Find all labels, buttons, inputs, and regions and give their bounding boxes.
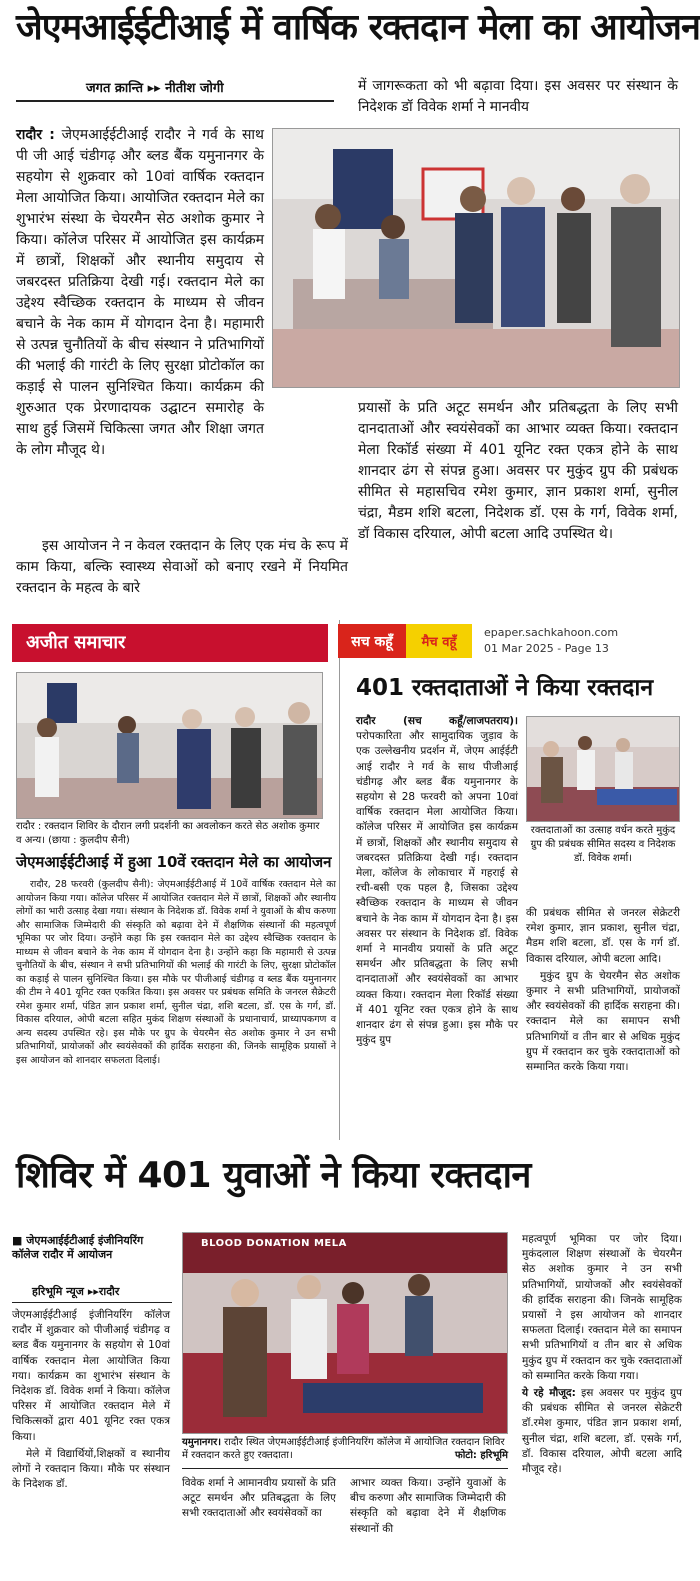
clip3-col2-p1: की प्रबंधक सीमित से जनरल सेक्रेटरी रमेश कुमार, ज्ञान प्रकाश, सुनील चंद्रा, मैडम शशि बटला, डॉ. एस के गर्ग डॉ. विकास दरियाल, ओपी बटला आदि। xyxy=(526,907,680,965)
clip1-byline-rule xyxy=(16,100,334,102)
clip4-photo-banner: BLOOD DONATION MELA xyxy=(201,1238,347,1249)
clip4-subhead-text: जेएमआईईटीआई इंजीनियरिंग कॉलेज रादौर में आयोजन xyxy=(12,1234,144,1261)
clip1-dateline: रादौर : xyxy=(16,127,55,143)
clip4-col1-p1: जेएमआईईटीआई इंजीनियरिंग कॉलेज रादौर में शुक्रवार को पीजीआई चंडीगढ़ व ब्लड बैंक यमुनानगर के सहयोग से 10वां वार्षिक रक्तदान मेला आयोजित किया गया। कार्यक्रम का शुभारंभ संस्थान के निदेशक डॉ. विवेक शर्मा ने किया। कॉलेज परिसर में आयोजित रक्तदान मेले में चिकित्सकों द्वारा 401 यूनिट रक्त एकत्र किया। xyxy=(12,1309,170,1443)
clip3-photo xyxy=(526,716,680,822)
clip4-col1 xyxy=(12,1308,170,1494)
clip4-photo-credit: फोटो: हरिभूमि xyxy=(454,1450,508,1461)
clip3-col2-p2: मुकुंद ग्रुप के चेयरमैन सेठ अशोक कुमार ने सभी प्रतिभागियों, प्रायोजकों और स्वयंसेवकों की हार्दिक सराहना की। रक्तदान मेले का समापन सभी प्रतिभागियों व तीन बार से अधिक मुकुंद ग्रुप में रक्तदान कर चुके रक्तदाताओं को सम्मानित करके किया गया। xyxy=(526,969,680,1074)
clip4-below-col2: आभार व्यक्त किया। उन्होंने युवाओं के बीच करुणा और सामाजिक जिम्मेदारी की संस्कृति को बढ़ावा देने में शैक्षणिक संस्थानों की xyxy=(350,1477,506,1535)
clip4-byline-rule xyxy=(12,1302,172,1303)
clip1-right-top: में जागरूकता को भी बढ़ावा दिया। इस अवसर पर संस्थान के निदेशक डॉ विवेक शर्मा ने मानवीय xyxy=(358,78,678,115)
clip4-col3 xyxy=(522,1232,682,1479)
clip4-byline-arrow-icon: ▸▸ xyxy=(87,1285,99,1298)
clip1-byline xyxy=(86,78,224,96)
clip2-photo xyxy=(16,672,323,819)
bullet-icon: ■ xyxy=(12,1234,27,1247)
sach-logo-right: मैच वहूँ xyxy=(406,624,472,658)
clip3-headline: 401 रक्तदाताओं ने किया रक्तदान xyxy=(356,675,654,701)
sach-logo-left: सच कहूँ xyxy=(338,624,406,658)
clip4-below-col1: विवेक शर्मा ने आमानवीय प्रयासों के प्रति अटूट समर्थन और प्रतिबद्धता के लिए सभी रक्तदाताओं और स्वयंसेवकों का xyxy=(182,1477,336,1520)
clip1-left-col-2: इस आयोजन ने न केवल रक्तदान के लिए एक मंच के रूप में काम किया, बल्कि स्वास्थ्य सेवाओं को बनाए रखने में नियमित रक्तदान के महत्व के बारे xyxy=(16,538,348,596)
clip1-photo xyxy=(272,128,680,388)
clip2-caption: रादौर : रक्तदान शिविर के दौरान लगी प्रदर्शनी का अवलोकन करते सेठ अशोक कुमार व अन्य। (छाया : कुलदीप सैनी) xyxy=(16,821,320,846)
byline-paper: जगत क्रान्ति xyxy=(86,81,144,96)
clip4-caption-rule xyxy=(182,1468,508,1469)
clip2-body: रादौर, 28 फरवरी (कुलदीप सैनी): जेएमआईईटीआई में 10वें वार्षिक रक्तदान मेले का आयोजन किया गया। कॉलेज परिसर में आयोजित रक्तदान मेले में छात्रों, शिक्षकों और स्थानीय लोगों का भारी उत्साह देखा गया। संस्थान के निदेशक डॉ. विवेक शर्मा ने युवाओं के बीच करुणा और सामाजिक जिम्मेदारी की संस्कृति को बढ़ावा देने में शैक्षणिक संस्थानों की महत्वपूर्ण भूमिका पर जोर दिया। उन्होंने कहा कि इस रक्तदान मेले का उद्देश्य स्वैच्छिक रक्तदान के माध्यम से जीवन बचाने के नेक काम में योगदान देना है। उन्होंने कहा कि महामारी से उत्पन्न चुनौतियों के बीच, संस्थान ने सभी प्रतिभागियों की भलाई की गारंटी के लिए, सुरक्षा प्रोटोकॉल का कड़ाई से पालन सुनिश्चित किया। इस मौके पर पीजीआई चंडीगढ़ व ब्लड बैंक यमुनानगर की टीम ने 401 यूनिट रक्त एकत्रित किया। इस अवसर पर प्रबंधक समिति के जनरल सैक्रेटरी रमेश कुमार शर्मा, पंडित ज्ञान प्रकाश शर्मा, सुनील चंद्रा, शशि बटला, डॉ. एस के गर्ग, डॉ. विकास दरियाल, ओपी बटला सहित मुकंद शिक्षण संस्थाओं के प्रधानाचार्य, प्राध्यापकगण व अन्य सदस्य उपस्थित रहे। इस मौके पर ग्रुप के चेयरमैन सेठ अशोक कुमार ने उन सभी प्रतिभागियों, प्रायोजकों और स्वयंसेवकों की हार्दिक सराहना की, जिनके सामूहिक प्रयासों ने इस आयोजन को शानदार सफलता दिलाई। xyxy=(16,879,336,1066)
clip3-caption: रक्तदाताओं का उत्साह वर्धन करते मुकुंद ग्रुप की प्रबंधक सीमित सदस्य व निदेशक डॉ. विवेक शर्मा। xyxy=(530,825,676,864)
clip4-caption-place: यमुनानगर। xyxy=(182,1437,221,1448)
clip4-byline-place: रादौर xyxy=(98,1285,120,1298)
clip3-dateline: रादौर (सच कहूँ/लाजपतराय)। xyxy=(356,715,518,727)
clip1-right-bottom: प्रयासों के प्रति अटूट समर्थन और प्रतिबद्धता के लिए सभी दानदाताओं और स्वयंसेवकों का आभार व्यक्त किया। रक्तदान मेला रिकॉर्ड संख्या में 401 यूनिट रक्त एकत्र होने के साथ शानदार ढंग से संपन्न हुआ। अवसर पर मुकुंद ग्रुप की प्रबंधक सीमित से महासचिव रमेश कुमार, ज्ञान प्रकाश शर्मा, सुनील चंद्रा, मैडम शशि बटला, निदेशक डॉ. एस के गर्ग, विवेक शर्मा, डॉ विकास दरियाल, ओपी बटला आदि उपस्थित थे। xyxy=(358,400,678,542)
ajit-masthead-label: अजीत समाचार xyxy=(26,632,126,653)
clip4-col3-p2: इस अवसर पर मुकुंद ग्रुप की प्रबंधक सीमित से जनरल सेक्रेटरी डॉ.रमेश कुमार, पंडित ज्ञान प्रकाश शर्मा, सुनील चंद्रा, शशि बटला, डॉ. एसके गर्ग, डॉ. विकास दरियाल, ओपी बटला आदि मौजूद रहे। xyxy=(522,1387,682,1476)
sach-kahoon-logo xyxy=(338,624,472,658)
clip2-headline: जेएमआईईटीआई में हुआ 10वें रक्तदान मेले का आयोजन xyxy=(16,853,332,871)
column-divider xyxy=(339,620,340,1140)
clip4-col3-lead: ये रहे मौजूद: xyxy=(522,1387,576,1400)
clip4-byline xyxy=(32,1284,119,1299)
clip4-photo xyxy=(182,1232,508,1434)
byline-author: नीतीश जोगी xyxy=(165,81,224,96)
clip4-caption xyxy=(182,1436,508,1462)
byline-arrow-icon: ▸▸ xyxy=(147,81,166,96)
clip3-col1-text: परोपकारिता और सामुदायिक जुड़ाव के एक उल्लेखनीय प्रदर्शन में, जेएम आईईटी आई रादौर ने गर्व के साथ पीजीआई चंडीगढ़ और ब्लड बैंक यमुनानगर के सहयोग से 28 फरवरी को अपना 10वां वार्षिक रक्तदान मेला आयोजित किया। कॉलेज परिसर में आयोजित इस कार्यक्रम में छात्रों, शिक्षकों और स्थानीय समुदाय से जबरदस्त प्रतिक्रिया देखी गई। रक्तदान मेला, कॉलेज के लोकाचार में गहराई से रची-बसी एक पहल है, जिसका उद्देश्य स्वैच्छिक रक्तदान के माध्यम से जीवन बचाने के नेक काम में योगदान देना है। इस अवसर पर संस्थान के निदेशक डॉ. विवेक शर्मा ने मानवीय प्रयासों के प्रति अटूट समर्थन और प्रतिबद्धता के लिए सभी दानदाताओं और स्वयंसेवकों का आभार व्यक्त किया। रक्तदान मेला रिकॉर्ड संख्या में 401 यूनिट रक्त एकत्र होने के साथ शानदार ढंग से संपन्न हुआ। इस मौके पर मुकुंद ग्रुप xyxy=(356,730,518,1047)
clip1-wide-col xyxy=(16,398,348,421)
clip4-col1-p2: मेले में विद्यार्थियों,शिक्षकों व स्थानीय लोगों ने रक्तदान किया। मौके पर संस्थान के निदेशक डॉ. xyxy=(12,1447,170,1491)
epaper-date: 01 Mar 2025 - Page 13 xyxy=(484,642,609,655)
clip4-subhead xyxy=(12,1234,172,1262)
clip4-col3-p1: महत्वपूर्ण भूमिका पर जोर दिया। मुकंदलाल शिक्षण संस्थाओं के चेयरमैन सेठ अशोक कुमार ने उन सभी प्रतिभागियों, प्रायोजकों और स्वयंसेवकों की हार्दिक सराहना की। जिनके सामूहिक प्रयासों ने इस आयोजन को शानदार सफलता दिलाई। रक्तदान मेले का समापन सभी प्रतिभागियों व तीन बार से अधिक मुकुंद ग्रुप में रक्तदान कर चुके रक्तदाताओं को सम्मानित करके किया गया। xyxy=(522,1233,682,1382)
ajit-masthead xyxy=(12,624,328,662)
clip4-caption-text: रादौर स्थित जेएमआईईटीआई इंजीनियरिंग कॉलेज में आयोजित रक्तदान शिविर में रक्तदान करते हुए रक्तदाता। xyxy=(182,1437,505,1461)
clip1-headline: जेएमआईईटीआई में वार्षिक रक्तदान मेला का आयोजन xyxy=(16,7,700,48)
clip1-left-text-1: जेएमआईईटीआई रादौर ने गर्व के साथ पी जी आई चंडीगढ़ और ब्लड बैंक यमुनानगर के सहयोग से शुक्रवार को 10वां वार्षिक रक्तदान मेला आयोजित किया। आयोजित रक्तदान मेले का शुभारंभ संस्था के चेयरमैन सेठ अशोक कुमार ने किया। कॉलेज परिसर में आयोजित इस कार्यक्रम में छात्रों, शिक्षकों और स्थानीय समुदाय से जबरदस्त प्रतिक्रिया देखी गई। रक्तदान मेले का उद्देश्य स्वैच्छिक रक्तदान के माध्यम से जीवन बचाने के नेक काम में योगदान देना है। महामारी से उत्पन्न चुनौतियों के बीच संस्थान ने प्रतिभागियों की भलाई की गारंटी के लिए सुरक्षा प्रोटोकॉल का कड़ाई से पालन सुनिश्चित किया। कार्यक्रम की शुरुआत एक प्रेरणादायक उद्घाटन समारोह के साथ हुई जिसमें चिकित्सा जगत और शिक्षा जगत के लोग मौजूद थे। xyxy=(16,127,264,458)
clip3-col1 xyxy=(356,714,518,1050)
clip4-byline-paper: हरिभूमि न्यूज xyxy=(32,1285,84,1298)
epaper-url: epaper.sachkahoon.com xyxy=(484,626,619,639)
clip4-headline: शिविर में 401 युवाओं ने किया रक्तदान xyxy=(16,1155,531,1196)
clip3-col2 xyxy=(526,906,680,1077)
